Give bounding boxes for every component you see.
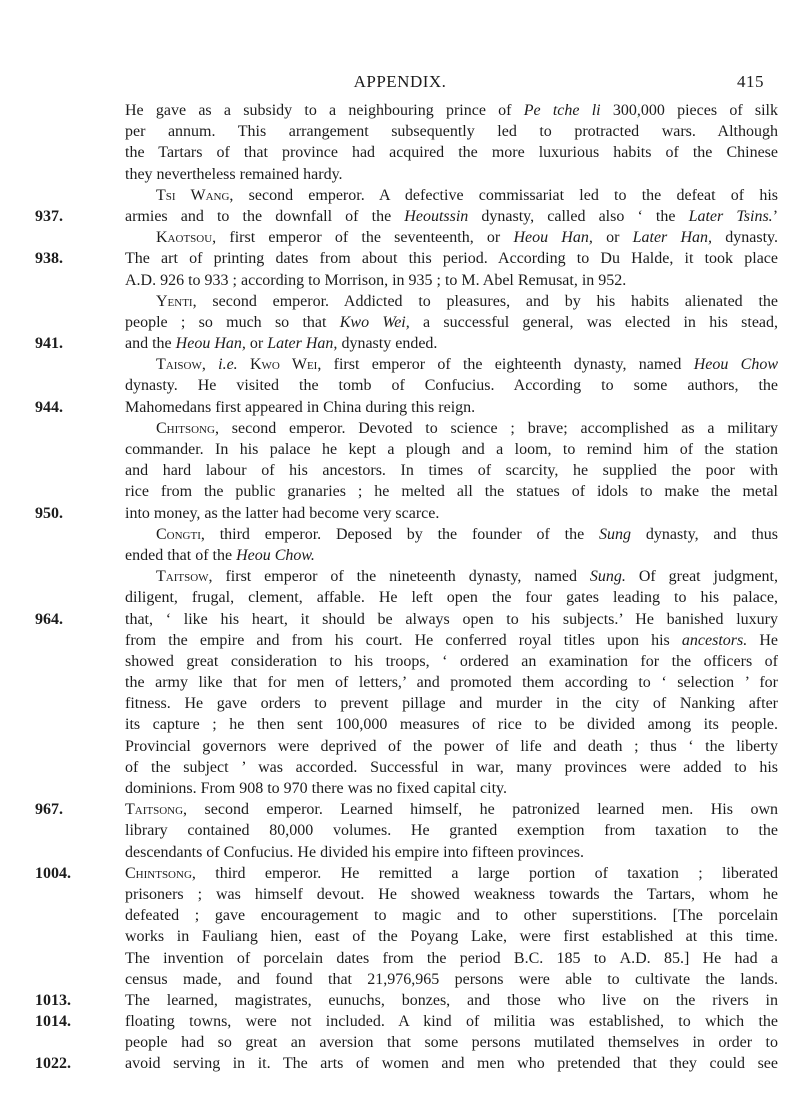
text-line xyxy=(0,990,800,1011)
text-line xyxy=(0,270,800,291)
text-run: that, ‘ like his heart, it should be always open to his subjects.’ He banished luxury xyxy=(125,610,778,628)
line-text xyxy=(125,397,778,418)
text-line xyxy=(0,481,800,502)
text-line xyxy=(0,312,800,333)
text-line xyxy=(0,714,800,735)
line-text xyxy=(125,884,778,905)
text-run: first emperor of the eighteenth dynasty, named xyxy=(321,356,694,374)
text-line xyxy=(0,185,800,206)
text-line xyxy=(0,121,800,142)
small-caps-text: Taisow, xyxy=(156,356,206,374)
line-text xyxy=(156,227,778,248)
text-run: diligent, frugal, clement, affable. He left open the four gates leading to his palace, xyxy=(125,589,778,607)
line-text xyxy=(125,333,778,354)
line-text xyxy=(125,926,778,947)
italic-text: Later Han, xyxy=(632,229,713,247)
text-run: 185 to xyxy=(543,949,620,967)
text-run: first emperor of the nineteenth dynasty, named xyxy=(212,568,590,586)
text-run: The art of printing dates from about this period. According to Du Halde, it took place xyxy=(125,250,778,268)
year-marker: 950. xyxy=(35,504,63,522)
text-run: works in Fauliang hien, east of the Poyang Lake, were first established at this time. xyxy=(125,928,778,946)
italic-text: Heou Han, xyxy=(175,335,246,353)
line-text xyxy=(125,651,778,672)
text-line xyxy=(0,948,800,969)
year-marker: 941. xyxy=(35,335,63,353)
line-text xyxy=(125,100,778,121)
line-text xyxy=(125,121,778,142)
text-run: the army like that for men of letters,’ and promoted them according to ‘ selection ’ for xyxy=(125,674,778,692)
line-text xyxy=(125,503,778,524)
text-line xyxy=(0,566,800,587)
small-caps-text: A.D. xyxy=(619,949,651,967)
text-line xyxy=(0,227,800,248)
text-run: 926 to 933 ; according to Morrison, in 935 ; to M. Abel Remusat, in 952. xyxy=(156,271,627,289)
text-line xyxy=(0,863,800,884)
text-run: or xyxy=(245,335,268,353)
text-line xyxy=(0,630,800,651)
text-line xyxy=(0,545,800,566)
running-head xyxy=(0,72,800,96)
text-line xyxy=(0,842,800,863)
line-text xyxy=(125,693,778,714)
text-run: commander. In his palace he kept a plough and a loom, to remind him of the station xyxy=(125,441,778,458)
line-text xyxy=(125,312,778,333)
text-run xyxy=(206,356,218,373)
text-run: from the empire and from his court. He conferred royal titles upon his xyxy=(125,631,682,649)
line-text xyxy=(125,206,778,227)
text-run: armies and to the downfall of the xyxy=(125,207,405,225)
line-text xyxy=(125,757,778,778)
year-marker: 944. xyxy=(35,398,63,416)
italic-text: Sung xyxy=(599,525,632,543)
text-line xyxy=(0,651,800,672)
small-caps-text: Kwo Wei, xyxy=(249,356,322,374)
line-text xyxy=(125,778,778,799)
text-line xyxy=(0,778,800,799)
small-caps-text: A.D. xyxy=(125,271,157,289)
text-run: third emperor. He remitted a large portion of taxation ; liberated xyxy=(195,864,778,882)
line-text xyxy=(125,1011,778,1032)
line-text xyxy=(156,185,778,206)
text-line xyxy=(0,1053,800,1074)
text-line xyxy=(0,439,800,460)
year-marker: 1004. xyxy=(35,864,71,882)
line-text xyxy=(125,375,778,396)
text-line xyxy=(0,1011,800,1032)
line-text xyxy=(125,630,778,651)
year-marker: 967. xyxy=(35,801,63,819)
small-caps-text: Taitsow, xyxy=(156,568,213,586)
line-text xyxy=(125,439,778,460)
text-run: people ; so much so that xyxy=(125,313,340,331)
text-line xyxy=(0,609,800,630)
italic-text: Heoutssin xyxy=(404,207,469,225)
italic-text: Heou Han, xyxy=(513,229,593,247)
text-line xyxy=(0,757,800,778)
text-run: He gave as a subsidy to a neighbouring prince of xyxy=(125,102,524,119)
line-text xyxy=(125,672,778,693)
text-line xyxy=(0,905,800,926)
text-line xyxy=(0,375,800,396)
italic-text: ancestors. xyxy=(681,631,748,649)
text-line xyxy=(0,672,800,693)
text-line xyxy=(0,397,800,418)
text-line xyxy=(0,206,800,227)
text-line xyxy=(0,1032,800,1053)
line-text xyxy=(156,418,778,439)
text-line xyxy=(0,799,800,820)
text-line xyxy=(0,164,800,185)
text-run: prisoners ; was himself devout. He showed weakness towards the Tartars, whom he xyxy=(125,885,778,903)
text-run: ended that of the xyxy=(125,546,237,564)
text-run: showed great consideration to his troops, ‘ ordered an examination for the officers of xyxy=(125,652,778,670)
text-line xyxy=(0,926,800,947)
text-run: and the xyxy=(125,335,176,353)
text-run: first emperor of the seventeenth, or xyxy=(216,229,514,247)
text-run: ’ xyxy=(772,207,779,225)
text-line xyxy=(0,248,800,269)
text-run: defeated ; gave encouragement to magic and to other superstitions. [The porcelain xyxy=(125,907,778,925)
text-run: Of great judgment, xyxy=(625,568,778,586)
text-line xyxy=(0,503,800,524)
text-line xyxy=(0,291,800,312)
italic-text: Heou Chow xyxy=(693,356,778,374)
text-run: descendants of Confucius. He divided his empire into fifteen provinces. xyxy=(125,843,584,861)
line-text xyxy=(125,270,778,291)
text-run: dynasty. He visited the tomb of Confucius. According to some authors, the xyxy=(125,377,778,395)
italic-text: Later Tsins. xyxy=(688,207,773,225)
text-line xyxy=(0,524,800,545)
text-run: 300,000 pieces of silk xyxy=(600,102,778,119)
text-run: dynasty, called also ‘ the xyxy=(468,207,689,225)
year-marker: 1013. xyxy=(35,991,71,1009)
line-text xyxy=(125,1032,778,1053)
text-line xyxy=(0,333,800,354)
text-run: or xyxy=(592,229,633,247)
text-run: a successful general, was elected in his stead, xyxy=(409,313,779,331)
small-caps-text: Tsi Wang, xyxy=(156,186,234,204)
text-line xyxy=(0,418,800,439)
year-marker: 1022. xyxy=(35,1055,71,1073)
line-text xyxy=(125,948,778,969)
line-text xyxy=(125,736,778,757)
line-text xyxy=(156,566,778,587)
italic-text: i.e. xyxy=(218,356,238,374)
text-run: second emperor. Learned himself, he patronized learned men. His own xyxy=(187,801,778,819)
line-text xyxy=(125,248,778,269)
text-line xyxy=(0,820,800,841)
text-run: into money, as the latter had become very scarce. xyxy=(125,504,440,522)
text-run: its capture ; he then sent 100,000 measures of rice to be divided among its people. xyxy=(125,716,778,734)
small-caps-text: Congti, xyxy=(156,525,205,543)
italic-text: Sung. xyxy=(589,568,626,586)
text-run: they nevertheless remained hardy. xyxy=(125,165,343,183)
year-marker: 937. xyxy=(35,207,63,225)
italic-text: Heou Chow. xyxy=(236,546,315,564)
text-run: third emperor. Deposed by the founder of the xyxy=(204,525,600,543)
small-caps-text: Kaotsou, xyxy=(156,229,217,247)
line-text xyxy=(156,354,778,375)
text-run: library contained 80,000 volumes. He granted exemption from taxation to the xyxy=(125,822,778,840)
text-run: The invention of porcelain dates from the period xyxy=(125,949,514,967)
small-caps-text: Yenti, xyxy=(156,292,197,310)
line-text xyxy=(125,714,778,735)
text-run: dynasty ended. xyxy=(337,335,438,353)
text-line xyxy=(0,100,800,121)
line-text xyxy=(125,460,778,481)
line-text xyxy=(125,969,778,990)
text-run: rice from the public granaries ; he melted all the statues of idols to make the metal xyxy=(125,483,778,501)
line-text xyxy=(125,863,778,884)
line-text xyxy=(125,820,778,841)
line-text xyxy=(156,524,778,545)
text-run: fitness. He gave orders to prevent pillage and murder in the city of Nanking after xyxy=(125,695,778,713)
text-line xyxy=(0,693,800,714)
italic-text: Kwo Wei, xyxy=(339,313,410,331)
text-run: second emperor. A defective commissariat led to the defeat of his xyxy=(233,186,778,204)
line-text xyxy=(125,1053,778,1074)
line-text xyxy=(125,587,778,608)
line-text xyxy=(125,164,778,185)
text-run: dynasty, and thus xyxy=(631,525,778,543)
text-line xyxy=(0,142,800,163)
line-text xyxy=(125,842,778,863)
text-run: second emperor. Devoted to science ; brave; accomplished as a military xyxy=(218,419,778,437)
text-run xyxy=(238,356,250,373)
line-text xyxy=(125,545,778,566)
text-run: floating towns, were not included. A kind of militia was established, to which the xyxy=(125,1013,778,1031)
text-run: 85.] He had a xyxy=(650,949,779,967)
text-run: dominions. From 908 to 970 there was no fixed capital city. xyxy=(125,780,508,797)
text-run: second emperor. Addicted to pleasures, and by his habits alienated the xyxy=(196,292,778,310)
line-text xyxy=(125,481,778,502)
line-text xyxy=(125,142,778,163)
text-body xyxy=(0,100,800,1075)
year-marker: 938. xyxy=(35,250,63,268)
text-line xyxy=(0,460,800,481)
text-run: The learned, magistrates, eunuchs, bonzes, and those who live on the rivers in xyxy=(125,991,778,1009)
text-run: and hard labour of his ancestors. In times of scarcity, he supplied the poor with xyxy=(125,462,778,480)
small-caps-text: Chintsong, xyxy=(125,864,196,882)
text-run: people had so great an aversion that some persons mutilated themselves in order to xyxy=(125,1034,778,1052)
line-text xyxy=(125,609,778,630)
small-caps-text: Chitsong, xyxy=(156,419,219,437)
text-run: of the subject ’ was accorded. Successful in war, many provinces were added to his xyxy=(125,758,778,776)
line-text xyxy=(125,799,778,820)
running-head-title: APPENDIX. xyxy=(353,72,447,91)
text-line xyxy=(0,736,800,757)
page-number: 415 xyxy=(737,72,764,91)
text-run: the Tartars of that province had acquired the more luxurious habits of the Chinese xyxy=(125,144,778,162)
text-line xyxy=(0,884,800,905)
text-run: dynasty. xyxy=(712,229,778,247)
text-run: avoid serving in it. The arts of women and men who pretended that they could see xyxy=(125,1055,778,1073)
italic-text: Later Han, xyxy=(267,335,338,353)
year-marker: 1014. xyxy=(35,1013,71,1031)
text-line xyxy=(0,354,800,375)
text-run: Mahomedans first appeared in China during this reign. xyxy=(125,398,476,416)
text-run: Provincial governors were deprived of the power of life and death ; thus ‘ the liberty xyxy=(125,737,778,755)
line-text xyxy=(125,905,778,926)
small-caps-text: B.C. xyxy=(513,949,544,967)
text-run: He xyxy=(747,631,779,649)
italic-text: Pe tche li xyxy=(523,102,601,119)
small-caps-text: Taitsong, xyxy=(125,801,188,819)
text-line xyxy=(0,587,800,608)
year-marker: 964. xyxy=(35,610,63,628)
line-text xyxy=(125,990,778,1011)
text-run: per annum. This arrangement subsequently led to protracted wars. Although xyxy=(125,123,778,141)
text-line xyxy=(0,969,800,990)
line-text xyxy=(156,291,778,312)
text-run: census made, and found that 21,976,965 persons were able to cultivate the lands. xyxy=(125,970,778,988)
